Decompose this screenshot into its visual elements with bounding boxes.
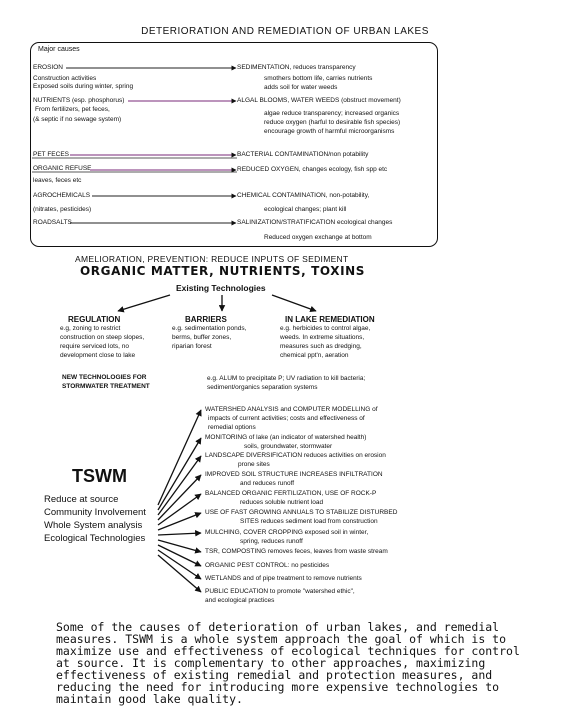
tswm-point: Reduce at source: [44, 494, 119, 505]
tswm-item: TSR, COMPOSTING removes feces, leaves from waste stream: [205, 548, 388, 555]
effect-label: REDUCED OXYGEN, changes ecology, fish spp etc: [237, 166, 388, 173]
tswm-arrow: [158, 456, 201, 515]
caption-line: at source. It is complementary to other approaches, maximizing: [56, 656, 486, 670]
new-tech-text: sediment/organics separation systems: [207, 384, 318, 391]
effect-detail: adds soil for water weeds: [264, 84, 338, 91]
category-title-in-lake: IN LAKE REMEDIATION: [285, 315, 375, 324]
effect-detail: reduce oxygen (harful to desirable fish species): [264, 119, 401, 126]
new-tech-text: e.g. ALUM to precipitate P; UV radiation to kill bacteria;: [207, 375, 366, 382]
cause-label: AGROCHEMICALS: [33, 192, 91, 199]
cause-detail: (& septic if no sewage system): [33, 116, 122, 123]
tswm-item-detail: and ecological practices: [205, 597, 275, 604]
effect-label: ALGAL BLOOMS, WATER WEEDS (obstruct movement): [237, 97, 401, 104]
caption-line: reducing the need for introducing more expensive technologies to: [56, 680, 500, 694]
new-tech-label: STORMWATER TREATMENT: [62, 383, 150, 390]
tswm-item-detail: impacts of current activities; costs and effectiveness of: [208, 415, 365, 422]
cause-detail: Exposed soils during winter, spring: [33, 83, 134, 90]
category-line: e.g. sedimentation ponds,: [172, 325, 247, 332]
tswm-item-detail: spring, reduces runoff: [240, 538, 303, 545]
tswm-arrow: [158, 545, 201, 566]
cause-label: EROSION: [33, 64, 63, 71]
category-line: measures such as dredging,: [280, 343, 362, 350]
amelioration-subheading: ORGANIC MATTER, NUTRIENTS, TOXINS: [80, 264, 366, 278]
tswm-title: TSWM: [72, 466, 127, 486]
new-tech-label: NEW TECHNOLOGIES FOR: [62, 374, 147, 381]
tswm-item: BALANCED ORGANIC FERTILIZATION, USE OF ROCK-P: [205, 490, 377, 497]
tswm-point: Whole System analysis: [44, 520, 143, 531]
caption-line: maximize use and effectiveness of ecological techniques for control: [56, 644, 520, 658]
tswm-item: USE OF FAST GROWING ANNUALS TO STABILIZE DISTURBED: [205, 509, 398, 516]
effect-detail: Reduced oxygen exchange at bottom: [264, 234, 372, 241]
tswm-arrow: [158, 533, 201, 535]
tswm-item: PUBLIC EDUCATION to promote "watershed ethic",: [205, 588, 355, 595]
tswm-item: WETLANDS and of pipe treatment to remove nutrients: [205, 575, 362, 582]
tswm-item: WATERSHED ANALYSIS and COMPUTER MODELLING of: [205, 406, 378, 413]
cause-detail: leaves, feces etc: [33, 177, 82, 184]
cause-detail: (nitrates, pesticides): [33, 206, 92, 213]
caption-line: effectiveness of existing remedial and protection measures, and: [56, 668, 493, 682]
caption-line: Some of the causes of deterioration of urban lakes, and remedial: [56, 620, 500, 634]
cause-label: NUTRIENTS (esp. phosphorus): [33, 97, 125, 104]
effect-detail: smothers bottom life, carries nutrients: [264, 75, 373, 82]
tswm-item: ORGANIC PEST CONTROL: no pesticides: [205, 562, 330, 569]
tswm-item: LANDSCAPE DIVERSIFICATION reduces activities on erosion: [205, 452, 386, 459]
tswm-item-detail: soils, groundwater, stormwater: [244, 443, 333, 450]
category-line: riparian forest: [172, 343, 212, 350]
category-line: chemical ppt'n, aeration: [280, 352, 349, 359]
caption-line: measures. TSWM is a whole system approach the goal of which is to: [56, 632, 507, 646]
tswm-point: Ecological Technologies: [44, 533, 146, 544]
tswm-item-detail: reduces soluble nutrient load: [240, 499, 324, 506]
effect-label: SALINIZATION/STRATIFICATION ecological changes: [237, 219, 393, 226]
tswm-item: MONITORING of lake (an indicator of watershed health): [205, 434, 367, 441]
tswm-item-detail: SITES reduces sediment load from construction: [240, 518, 378, 525]
arrow-in-lake: [272, 295, 316, 311]
tswm-item: MULCHING, COVER CROPPING exposed soil in winter,: [205, 529, 369, 536]
tswm-arrow: [158, 475, 201, 520]
category-line: weeds. In extreme situations,: [280, 334, 365, 341]
tswm-item-detail: and reduces runoff: [240, 480, 295, 487]
tswm-item: IMPROVED SOIL STRUCTURE INCREASES INFILTRATION: [205, 471, 383, 478]
effect-label: BACTERIAL CONTAMINATION/non potability: [237, 151, 369, 158]
category-line: development close to lake: [60, 352, 136, 359]
category-title-barriers: BARRIERS: [185, 315, 227, 324]
cause-detail: Construction activities: [33, 75, 97, 82]
category-line: berms, buffer zones,: [172, 334, 232, 341]
tswm-item-detail: remedial options: [208, 424, 256, 431]
effect-detail: algae reduce transparency; increased organics: [264, 110, 400, 117]
cause-label: ROADSALTS: [33, 219, 72, 226]
category-title-regulation: REGULATION: [68, 315, 121, 324]
tswm-arrow: [158, 550, 201, 579]
category-line: e.g, zoning to restrict: [60, 325, 121, 332]
effect-label: SEDIMENTATION, reduces transparency: [237, 64, 356, 71]
tswm-item-detail: prone sites: [238, 461, 270, 468]
category-line: construction on steep slopes,: [60, 334, 145, 341]
arrow-regulation: [118, 295, 170, 311]
category-line: require serviced lots, no: [60, 343, 130, 350]
caption-line: maintain good lake quality.: [56, 692, 243, 706]
effect-detail: ecological changes; plant kill: [264, 206, 347, 213]
page-title: DETERIORATION AND REMEDIATION OF URBAN LAKES: [141, 26, 429, 37]
amelioration-heading: AMELIORATION, PREVENTION: REDUCE INPUTS OF SEDIMENT: [75, 254, 349, 264]
tswm-arrow: [158, 410, 201, 505]
tswm-arrow: [158, 540, 201, 552]
cause-label: PET FECES: [33, 151, 70, 158]
cause-detail: From fertilizers, pet feces,: [35, 106, 110, 113]
tswm-arrow: [158, 555, 201, 592]
tswm-point: Community Involvement: [44, 507, 146, 518]
existing-technologies-label: Existing Technologies: [176, 283, 266, 293]
cause-label: ORGANIC REFUSE: [33, 165, 92, 172]
effect-detail: encourage growth of harmful microorganisms: [264, 128, 395, 135]
category-line: e.g. herbicides to control algae,: [280, 325, 371, 332]
tswm-arrow: [158, 513, 201, 530]
box-header: Major causes: [38, 46, 80, 53]
effect-label: CHEMICAL CONTAMINATION, non-potability,: [237, 192, 370, 199]
